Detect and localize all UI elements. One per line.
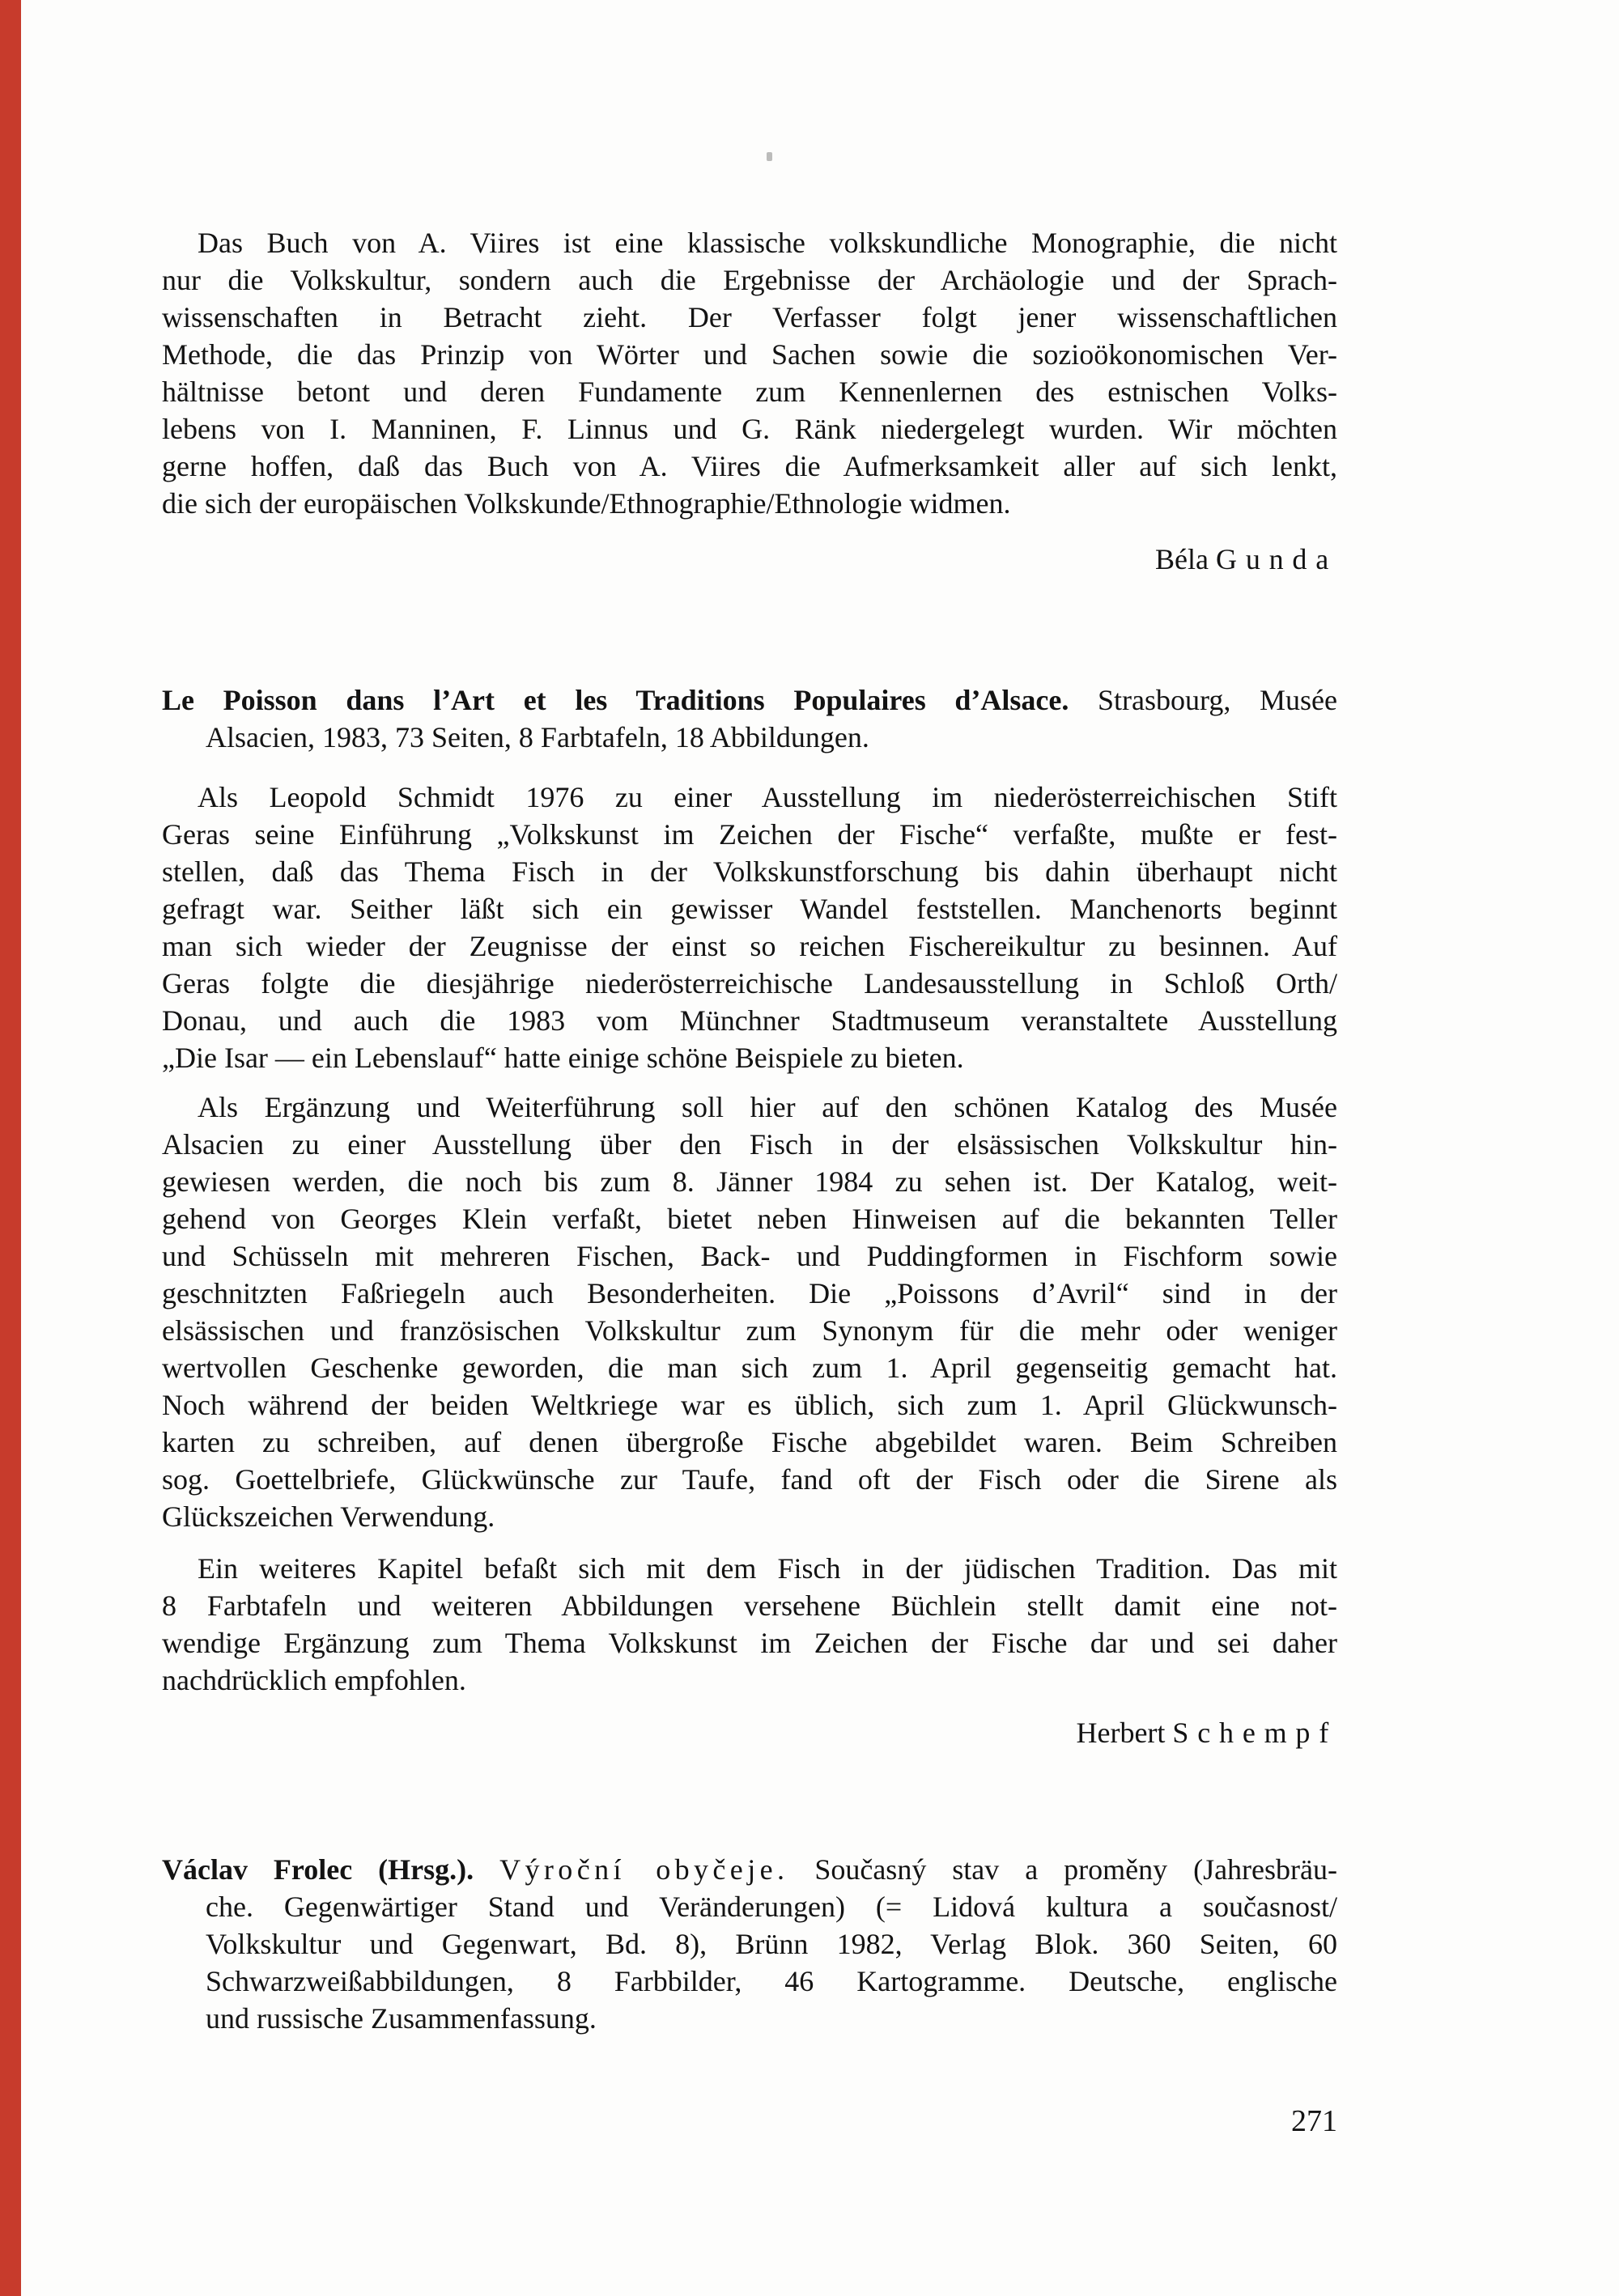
- poisson-review-paragraph-2: Als Ergänzung und Weiterführung soll hier auf den schönen Katalog des Musée Alsacien zu einer Ausstellung über den Fisch in der elsässischen Volkskultur hin- gewiesen werden, die noch bis zum 8. Jänner 1984 zu sehen ist. Der Katalog, weit- gehend von Georges Klein verfaßt, bietet neben Hinweisen auf die bekannten Teller und Schüsseln mit mehreren Fischen, Back- und Puddingformen in Fischform sowie geschnitzten Faßriegeln auch Besonderheiten. Die „Poissons d’Avril“ sind in der elsässischen und französischen Volkskultur zum Synonym für die mehr oder weniger wertvollen Geschenke geworden, die man sich zum 1. April gegenseitig gemacht hat. Noch während der beiden Weltkriege war es üblich, sich zum 1. April Glückwunsch- karten zu schreiben, auf denen übergroße Fische abgebildet waren. Beim Schreiben sog. Goettelbriefe, Glückwünsche zur Taufe, fand oft der Fisch oder die Sirene als Glückszeichen Verwendung.: [162, 1091, 1337, 1533]
- poisson-review-paragraph-3: Ein weiteres Kapitel befaßt sich mit dem Fisch in der jüdischen Tradition. Das mit 8 Farbtafeln und weiteren Abbildungen versehene Büchlein stellt damit eine not- wendige Ergänzung zum Thema Volkskunst im Zeichen der Fische dar und sei daher nachdrücklich empfohlen.: [162, 1552, 1337, 1696]
- signature-bela-gunda: Béla Gunda: [1155, 543, 1337, 575]
- viires-review-closing-paragraph: Das Buch von A. Viires ist eine klassische volkskundliche Monographie, die nicht nur die Volkskultur, sondern auch die Ergebnisse der Archäologie und der Sprach- wissenschaften in Betracht zieht. Der Verfasser folgt jener wissenschaftlichen Methode, die das Prinzip von Wörter und Sachen sowie die sozioökonomischen Ver- hältnisse betont und deren Fundamente zum Kennenlernen des estnischen Volks- lebens von I. Manninen, F. Linnus und G. Ränk niedergelegt wurden. Wir möchten gerne hoffen, daß das Buch von A. Viires die Aufmerksamkeit aller auf sich lenkt, die sich der europäischen Volkskunde/Ethnographie/Ethnologie widmen.: [162, 227, 1337, 520]
- scan-speck: [767, 152, 772, 161]
- signature-herbert-schempf: Herbert Schempf: [1076, 1717, 1337, 1749]
- scan-left-edge-strip: [0, 0, 21, 2296]
- frolec-bibliographic-heading: Václav Frolec (Hrsg.). Výroční obyčeje. Současný stav a proměny (Jahresbräu- che. Gegenwärtiger Stand und Veränderungen) (= Lidová kultura a současnost/ Volkskultur und Gegenwart, Bd. 8), Brünn 1982, Verlag Blok. 360 Seiten, 60 Schwarzweißabbildungen, 8 Farbbilder, 46 Kartogramme. Deutsche, englische und russische Zusammenfassung.: [162, 1853, 1337, 2035]
- poisson-bibliographic-heading: Le Poisson dans l’Art et les Traditions Populaires d’Alsace. Strasbourg, Musée Alsacien, 1983, 73 Seiten, 8 Farbtafeln, 18 Abbildungen.: [162, 684, 1337, 753]
- page-number: 271: [1291, 2104, 1337, 2138]
- poisson-review-paragraph-1: Als Leopold Schmidt 1976 zu einer Ausstellung im niederösterreichischen Stift Geras seine Einführung „Volkskunst im Zeichen der Fische“ verfaßte, mußte er fest- stellen, daß das Thema Fisch in der Volkskunstforschung bis dahin überhaupt nicht gefragt war. Seither läßt sich ein gewisser Wandel feststellen. Manchenorts beginnt man sich wieder der Zeugnisse der einst so reichen Fischereikultur zu besinnen. Auf Geras folgte die diesjährige niederösterreichische Landesausstellung in Schloß Orth/ Donau, und auch die 1983 vom Münchner Stadtmuseum veranstaltete Ausstellung „Die Isar — ein Lebenslauf“ hatte einige schöne Beispiele zu bieten.: [162, 781, 1337, 1074]
